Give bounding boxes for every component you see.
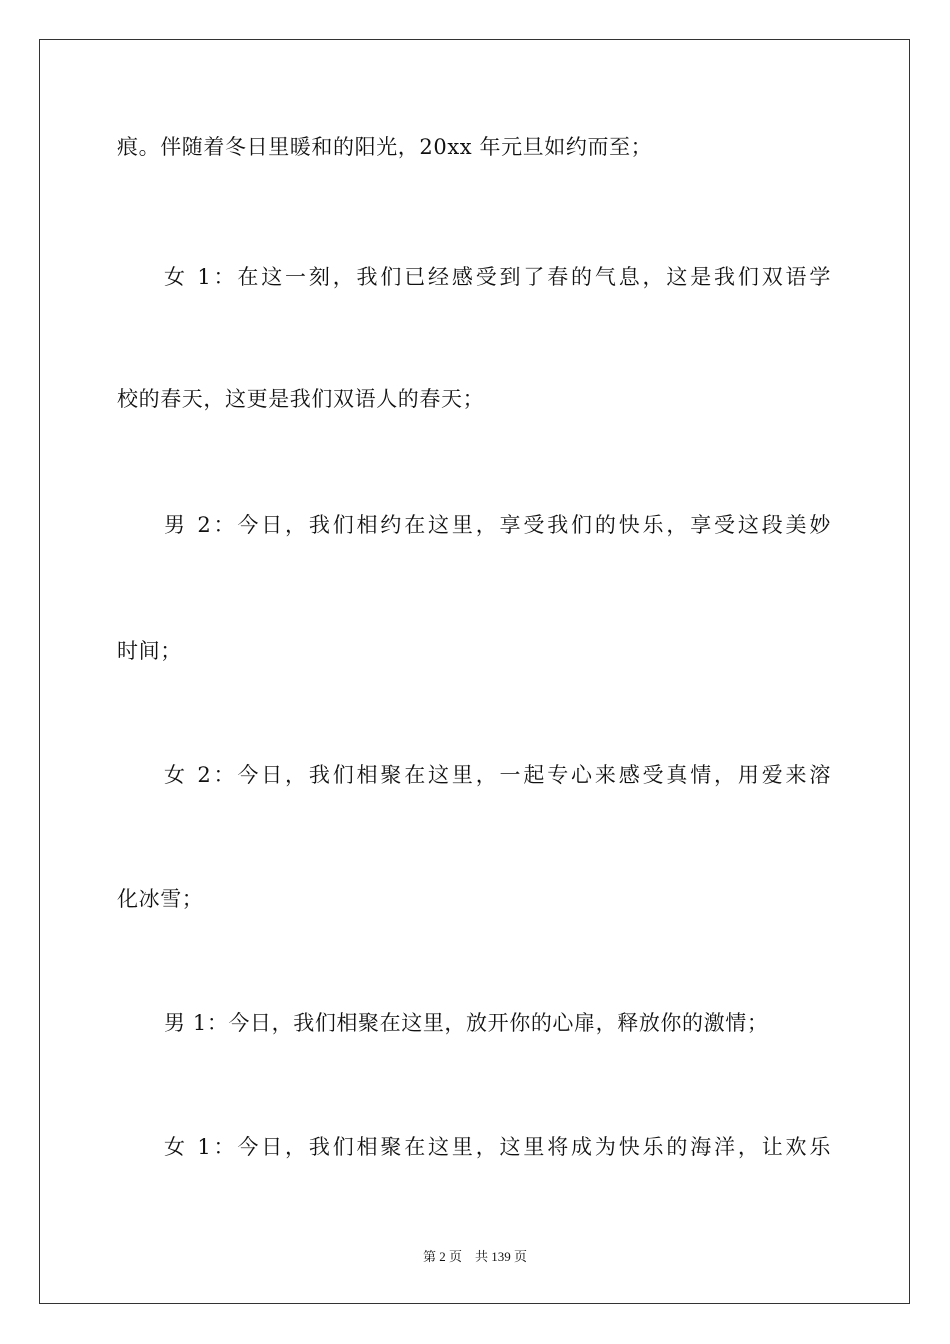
text-line: 时间； [117, 639, 182, 663]
text-line: 女 1：今日，我们相聚在这里，这里将成为快乐的海洋，让欢乐 [164, 1135, 831, 1159]
text-line: 校的春天，这更是我们双语人的春天； [117, 387, 485, 411]
text-line: 女 1：在这一刻，我们已经感受到了春的气息，这是我们双语学 [164, 265, 831, 289]
text-line: 女 2：今日，我们相聚在这里，一起专心来感受真情，用爱来溶 [164, 763, 831, 787]
page-number: 第 2 页 [422, 1249, 462, 1264]
text-line: 男 2：今日，我们相约在这里，享受我们的快乐，享受这段美妙 [164, 513, 831, 537]
page-border [39, 39, 910, 1304]
text-line: 痕。伴随着冬日里暖和的阳光，20xx 年元旦如约而至； [117, 135, 653, 159]
text-line: 化冰雪； [117, 887, 204, 911]
page-footer [0, 1248, 950, 1266]
text-line: 男 1：今日，我们相聚在这里，放开你的心扉，释放你的激情； [164, 1011, 769, 1035]
page-total: 共 139 页 [475, 1249, 528, 1264]
